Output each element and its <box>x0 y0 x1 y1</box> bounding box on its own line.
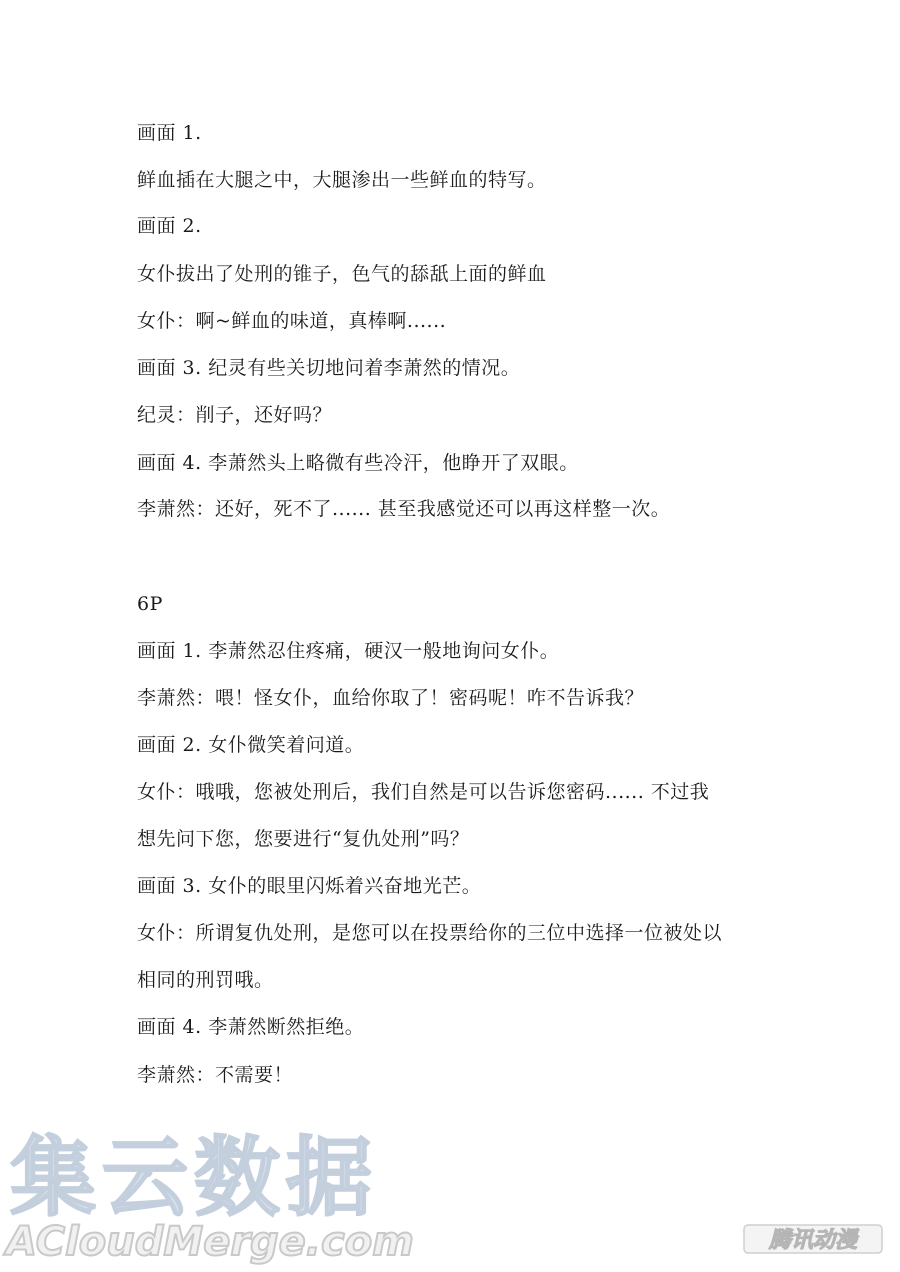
page-marker: 6P <box>137 593 163 615</box>
script-line: 想先问下您，您要进行“复仇处刑”吗？ <box>137 828 470 850</box>
script-line: 女仆：啊~鲜血的味道，真棒啊...... <box>137 310 447 332</box>
script-line: 画面 1. 李萧然忍住疼痛，硬汉一般地询问女仆。 <box>137 640 560 662</box>
watermark-chinese: 集云数据 <box>10 1128 378 1228</box>
script-line: 画面 4. 李萧然头上略微有些冷汗，他睁开了双眼。 <box>137 452 579 474</box>
logo-graphic <box>742 1222 884 1256</box>
script-line: 李萧然：喂！怪女仆，血给你取了！密码呢！咋不告诉我？ <box>137 687 645 709</box>
script-line: 画面 2. <box>137 215 202 237</box>
script-line: 相同的刑罚哦。 <box>137 969 274 991</box>
script-line: 纪灵：削子，还好吗？ <box>137 404 333 426</box>
script-line: 鲜血插在大腿之中，大腿渗出一些鲜血的特写。 <box>137 169 547 191</box>
watermark <box>6 1128 414 1265</box>
script-line: 画面 3. 女仆的眼里闪烁着兴奋地光芒。 <box>137 875 482 897</box>
script-line: 画面 2. 女仆微笑着问道。 <box>137 734 365 756</box>
script-line: 女仆：哦哦，您被处刑后，我们自然是可以告诉您密码...... 不过我 <box>137 781 710 803</box>
script-line: 画面 1. <box>137 122 202 144</box>
script-line: 女仆拔出了处刑的锥子，色气的舔舐上面的鲜血 <box>137 263 547 285</box>
script-line: 画面 4. 李萧然断然拒绝。 <box>137 1016 365 1038</box>
tencent-comic-logo-icon <box>742 1222 884 1256</box>
script-line: 画面 3. 纪灵有些关切地问着李萧然的情况。 <box>137 357 521 379</box>
logo-text: 腾讯动漫 <box>768 1228 858 1253</box>
script-line: 李萧然：不需要！ <box>137 1064 294 1086</box>
watermark-english: ACloudMerge.com <box>6 1219 414 1265</box>
script-line: 李萧然：还好，死不了...... 甚至我感觉还可以再这样整一次。 <box>137 498 671 520</box>
script-line: 女仆：所谓复仇处刑，是您可以在投票给你的三位中选择一位被处以 <box>137 922 723 944</box>
